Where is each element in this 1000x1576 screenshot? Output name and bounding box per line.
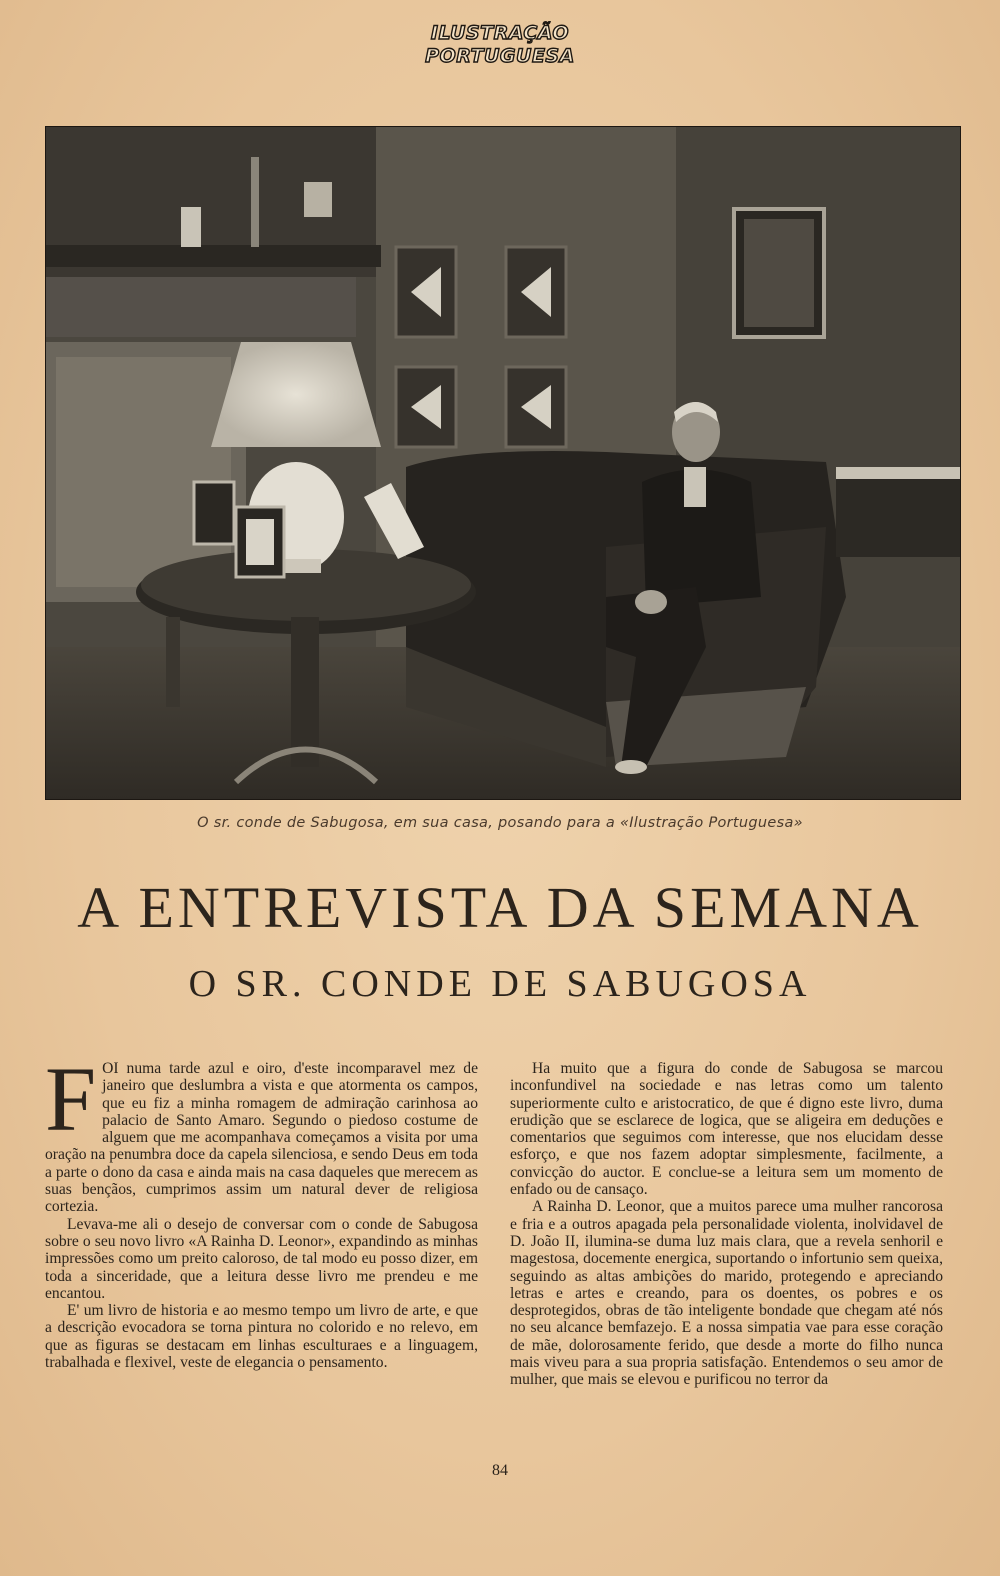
paragraph-1-text: OI numa tarde azul e oiro, d'este incomparavel mez de janeiro que deslumbra a vista e que atormenta os campos, que eu fiz a minha romagem de admiração carinhosa ao palacio de Santo Amaro. Segundo o piedoso costume de alguem que me acompanhava começamos a visita por uma oração na penumbra doce da capela silenciosa, e sendo Deus em toda a parte o dono da casa e ainda mais na casa daqueles que merecem as suas bençãos, cumprimos assim um natural dever de religiosa cortezia. bbox=[45, 1060, 478, 1216]
photo-caption: O sr. conde de Sabugosa, em sua casa, posando para a «Ilustração Portuguesa» bbox=[197, 815, 803, 831]
drop-cap: F bbox=[45, 1048, 97, 1150]
article-column-left bbox=[45, 1048, 478, 1372]
paragraph-3: E' um livro de historia e ao mesmo tempo um livro de arte, e que a descrição evocadora se torna pintura no colorido e no relevo, em que as figuras se destacam em linhas esculturaes e a linguagem, trabalhada e flexivel, veste de elegancia o pensamento. bbox=[45, 1302, 478, 1372]
masthead-line-2: PORTUGUESA bbox=[425, 45, 575, 67]
paragraph-5: A Rainha D. Leonor, que a muitos parece uma mulher rancorosa e fria e a outros apagada pela personalidade violenta, inolvidavel de D. João II, ilumina-se duma luz mais clara, que a revela senhoril e magestosa, docemente energica, suportando o infortunio sem queixa, seguindo as altas ambições do marido, protegendo e apreciando letras e artes e creando, para os doentes, os pobres e os desprotegidos, obras de tão inteligente bondade que chegam até nós no seu alcance bemfazejo. E a nossa simpatia vae para esse coração de mãe, dolorosamente ferido, que desde a morte do filho nunca mais viveu para a sua propria satisfação. Entendemos o seu amor de mulher, que mais se elevou e purificou no terror da bbox=[510, 1198, 943, 1389]
magazine-masthead-logo bbox=[425, 22, 575, 72]
paragraph-2: Levava-me ali o desejo de conversar com o conde de Sabugosa sobre o seu novo livro «A Rainha D. Leonor», expandindo as minhas impressões como um preito caloroso, de tal modo eu posso dizer, em toda a sinceridade, que a leitura desse livro me prendeu e me encantou. bbox=[45, 1215, 478, 1302]
paragraph-1 bbox=[45, 1048, 478, 1216]
masthead-line-1: ILUSTRAÇÃO bbox=[430, 22, 570, 44]
interior-photograph bbox=[45, 126, 961, 800]
paragraph-4: Ha muito que a figura do conde de Sabugosa se marcou inconfundivel na sociedade e nas letras como um talento superiormente culto e aristocratico, de que é digno este livro, duma erudição que se esclarece de logica, que se aligeira em deduções e comentarios que seguimos com interesse, que nos elucidam desse esforço, e que nos fazem adoptar simplesmente, facilmente, a convicção do auctor. E conclue-se a leitura sem um momento de enfado ou de cansaço. bbox=[510, 1060, 943, 1199]
page-number: 84 bbox=[492, 1462, 508, 1479]
article-subheadline: O SR. CONDE DE SABUGOSA bbox=[188, 963, 812, 1005]
article-column-right bbox=[510, 1060, 943, 1389]
article-headline: A ENTREVISTA DA SEMANA bbox=[77, 875, 923, 940]
